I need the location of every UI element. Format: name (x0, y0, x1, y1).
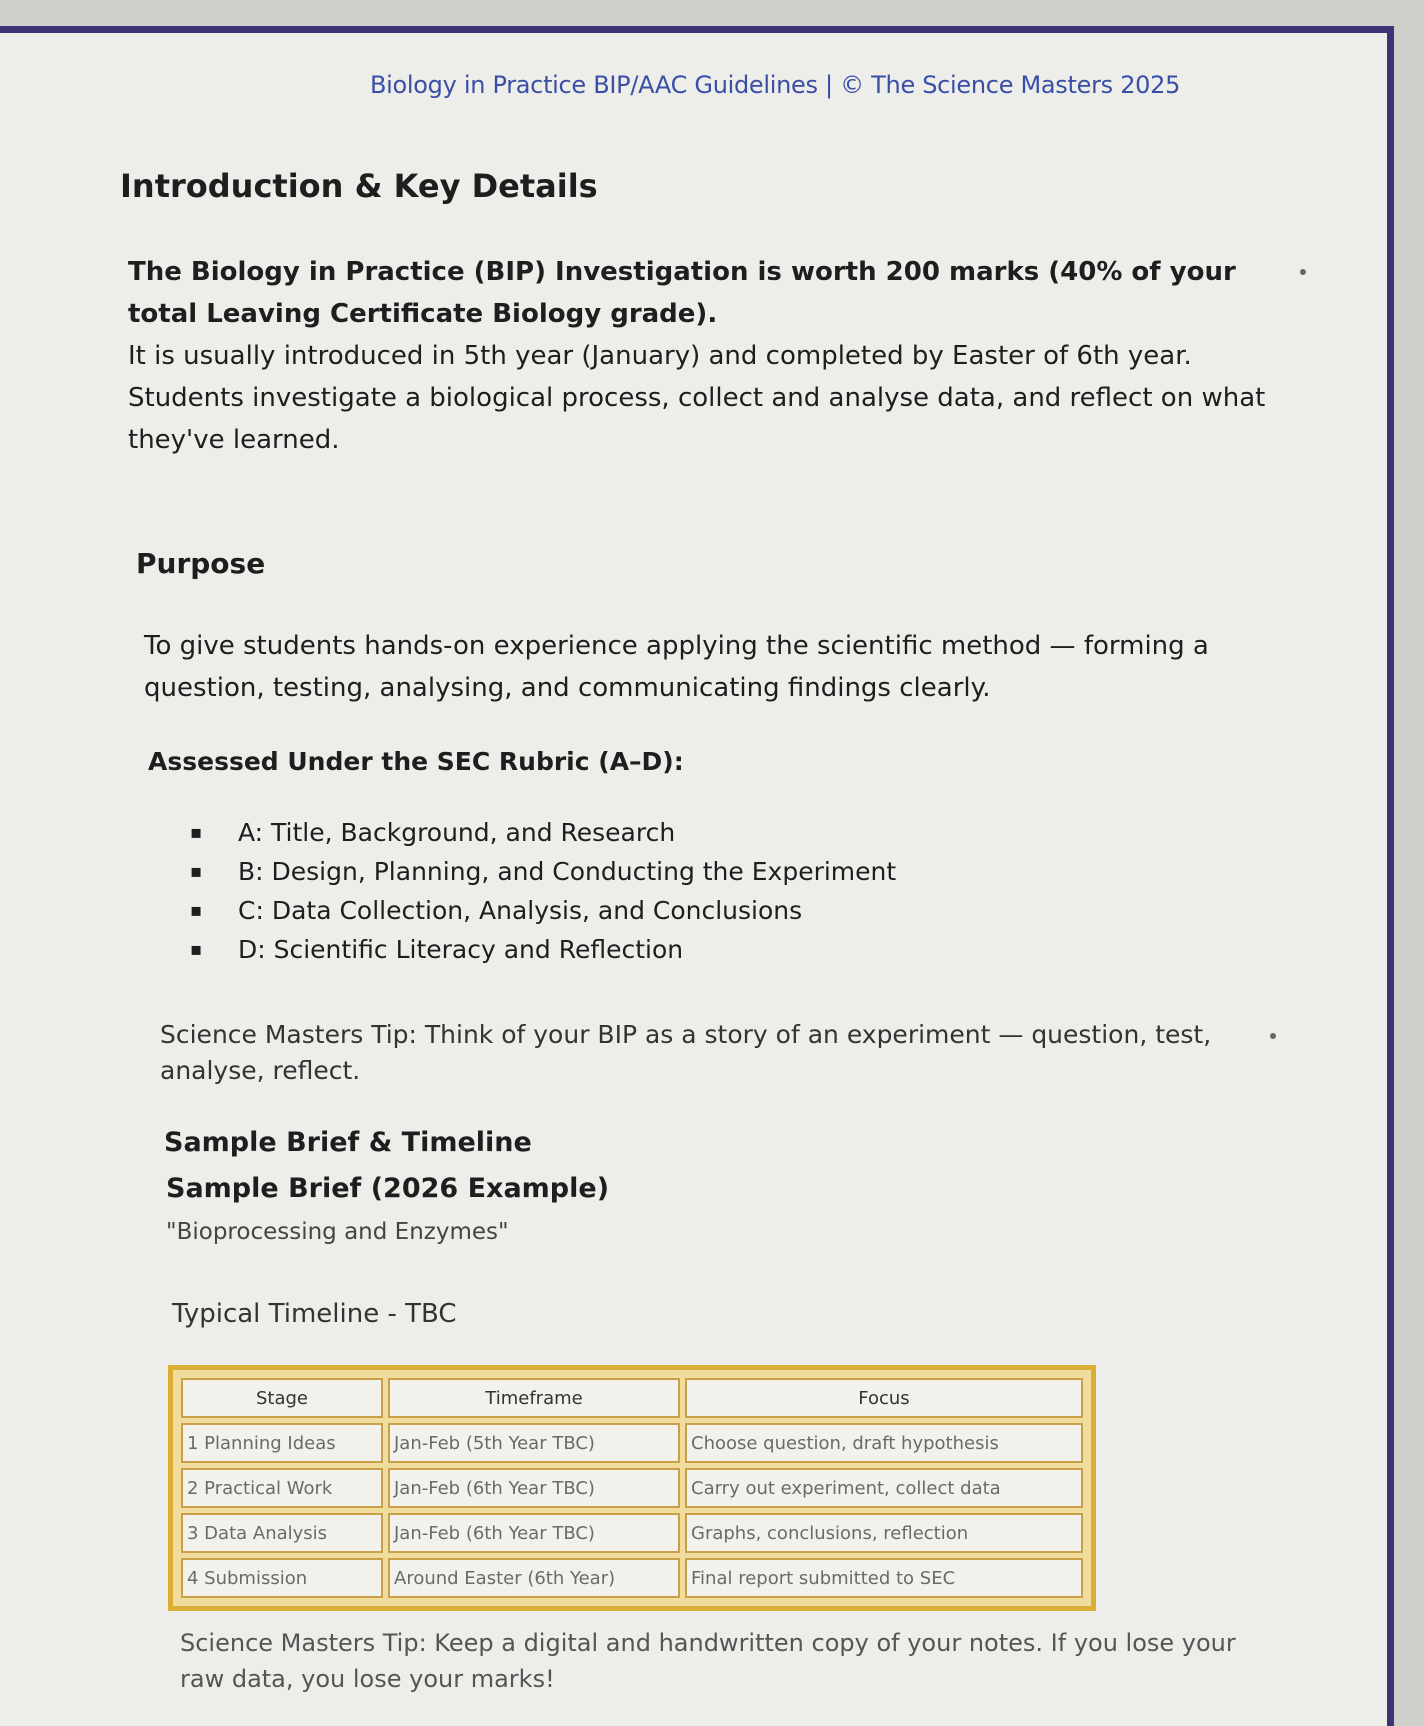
timeline-table (168, 1365, 1096, 1611)
rubric-list (190, 813, 896, 969)
header-stage: Stage (181, 1378, 383, 1418)
table-row (181, 1468, 1083, 1508)
purpose-text: To give students hands-on experience applying the scientific method — forming a question, testing, analysing, and communicating findings clearly. (144, 631, 1209, 703)
cell-stage: 3 Data Analysis (181, 1513, 383, 1553)
cell-focus: Final report submitted to SEC (685, 1558, 1083, 1598)
rubric-heading: Assessed Under the SEC Rubric (A–D): (148, 747, 684, 776)
science-masters-tip-1: Science Masters Tip: Think of your BIP as a story of an experiment — question, test, analyse, reflect. (160, 1020, 1212, 1085)
cell-focus: Graphs, conclusions, reflection (685, 1513, 1083, 1553)
brief-title: "Bioprocessing and Enzymes" (166, 1219, 509, 1245)
header-timeframe: Timeframe (388, 1378, 680, 1418)
cell-timeframe: Around Easter (6th Year) (388, 1558, 680, 1598)
cell-stage: 1 Planning Ideas (181, 1423, 383, 1463)
header-focus: Focus (685, 1378, 1083, 1418)
cell-stage: 4 Submission (181, 1558, 383, 1598)
cell-timeframe: Jan-Feb (6th Year TBC) (388, 1468, 680, 1508)
rubric-item-c: ▪ C: Data Collection, Analysis, and Conclusions (190, 891, 896, 930)
intro-heading: Introduction & Key Details (120, 167, 598, 205)
intro-paragraph (128, 251, 1268, 461)
timeline-heading: Typical Timeline - TBC (172, 1299, 457, 1329)
table-row (181, 1558, 1083, 1598)
intro-timing-text: It is usually introduced in 5th year (January) and completed by Easter of 6th year. (128, 341, 1192, 371)
intro-bold-text: The Biology in Practice (BIP) Investigation is worth 200 marks (40% of your total Leaving Certificate Biology grade). (128, 257, 1236, 329)
brief-heading: Sample Brief & Timeline (164, 1127, 532, 1158)
cell-focus: Choose question, draft hypothesis (685, 1423, 1083, 1463)
cell-focus: Carry out experiment, collect data (685, 1468, 1083, 1508)
speck-mark (1300, 269, 1306, 275)
document-page (0, 26, 1394, 1726)
purpose-heading: Purpose (136, 547, 266, 580)
science-masters-tip-2: Science Masters Tip: Keep a digital and handwritten copy of your notes. If you lose your raw data, you lose your marks! (180, 1629, 1236, 1693)
page-header: Biology in Practice BIP/AAC Guidelines | © The Science Masters 2025 (370, 71, 1181, 99)
table-row (181, 1423, 1083, 1463)
cell-timeframe: Jan-Feb (6th Year TBC) (388, 1513, 680, 1553)
table-row (181, 1513, 1083, 1553)
table-header-row (181, 1378, 1083, 1418)
cell-timeframe: Jan-Feb (5th Year TBC) (388, 1423, 680, 1463)
rubric-item-a: ▪ A: Title, Background, and Research (190, 813, 896, 852)
rubric-item-d: ▪ D: Scientific Literacy and Reflection (190, 930, 896, 969)
rubric-item-b: ▪ B: Design, Planning, and Conducting the Experiment (190, 852, 896, 891)
cell-stage: 2 Practical Work (181, 1468, 383, 1508)
intro-description-text: Students investigate a biological process, collect and analyse data, and reflect on what they've learned. (128, 383, 1266, 455)
brief-subheading: Sample Brief (2026 Example) (166, 1173, 610, 1204)
speck-mark (1270, 1033, 1276, 1039)
